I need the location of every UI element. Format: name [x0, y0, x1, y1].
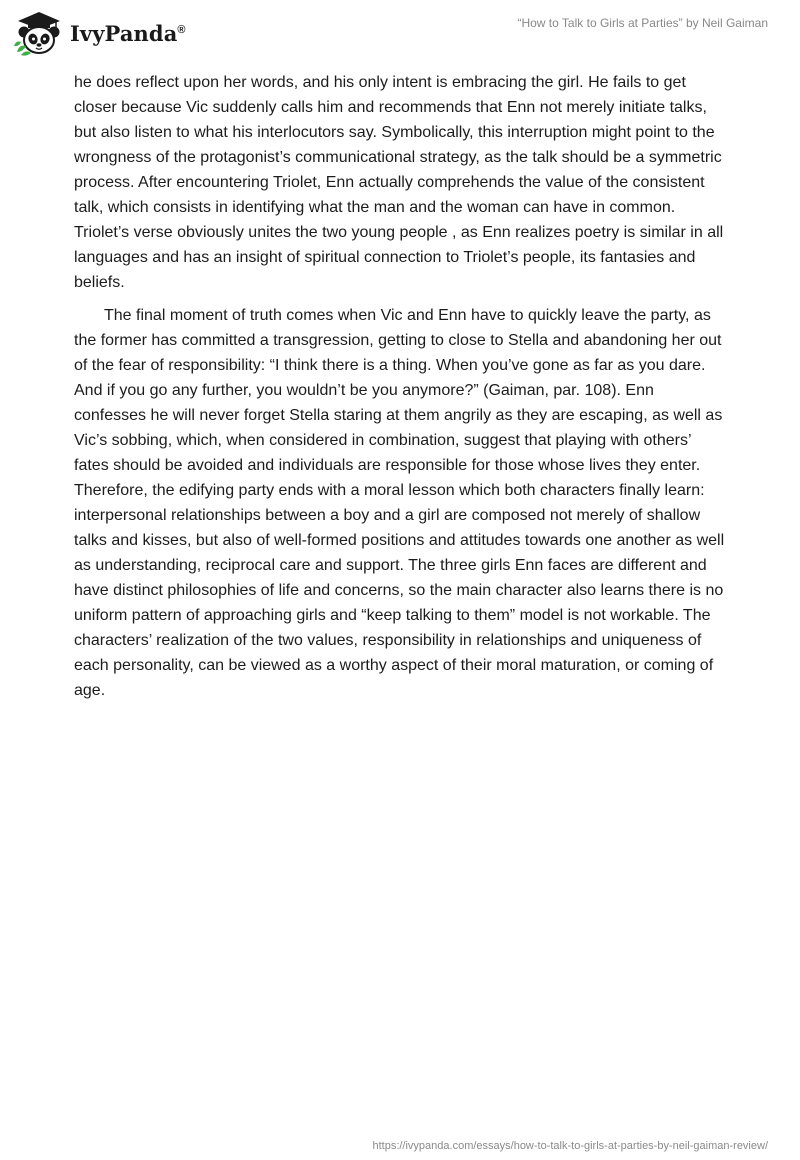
brand-name: IvyPanda®	[70, 20, 186, 46]
paragraph-1: he does reflect upon her words, and his only intent is embracing the girl. He fails to get closer because Vic suddenly calls him and recommends that Enn not merely initiate talks, but also listen to what his interlocutors say. Symbolically, this interruption might point to the wrongness of the protagonist’s communicational strategy, as the talk should be a symmetric process. After encountering Triolet, Enn actually comprehends the value of the consistent talk, which consists in identifying what the man and the woman can have in common. Triolet’s verse obviously unites the two young people , as Enn realizes poetry is similar in all languages and has an insight of spiritual connection to Triolet’s people, its fantasies and beliefs.	[74, 74, 724, 291]
source-url[interactable]: https://ivypanda.com/essays/how-to-talk-to-girls-at-parties-by-neil-gaiman-review/	[372, 1140, 768, 1152]
registered-mark: ®	[177, 23, 186, 36]
paragraph-2: The final moment of truth comes when Vic and Enn have to quickly leave the party, as the former has committed a transgression, getting to close to Stella and abandoning her out of the fear of responsibility: “I think there is a thing. When you’ve gone as far as you dare. And if you go any further, you wouldn’t be you anymore?” (Gaiman, par. 108). Enn confesses he will never forget Stella staring at them angrily as they are escaping, as well as Vic’s sobbing, which, when considered in combination, suggest that playing with others’ fates should be avoided and individuals are responsible for those whose lives they enter. Therefore, the edifying party ends with a moral lesson which both characters finally learn: interpersonal relationships between a boy and a girl are composed not merely of shallow talks and kisses, but also of well-formed positions and attitudes towards one another as well as understanding, reciprocal care and support. The three girls Enn faces are different and have distinct philosophies of life and concerns, so the main character also learns there is no uniform pattern of approaching girls and “keep talking to them” model is not workable. The characters’ realization of the two values, responsibility in relationships and uniqueness of each personality, can be viewed as a worthy aspect of their moral maturation, or coming of age.	[74, 307, 725, 699]
page-header	[0, 0, 800, 66]
panda-graduation-cap-icon	[14, 10, 64, 56]
essay-body	[74, 70, 726, 703]
document-title: “How to Talk to Girls at Parties” by Neil Gaiman	[517, 16, 768, 30]
ivypanda-logo[interactable]	[14, 10, 186, 56]
